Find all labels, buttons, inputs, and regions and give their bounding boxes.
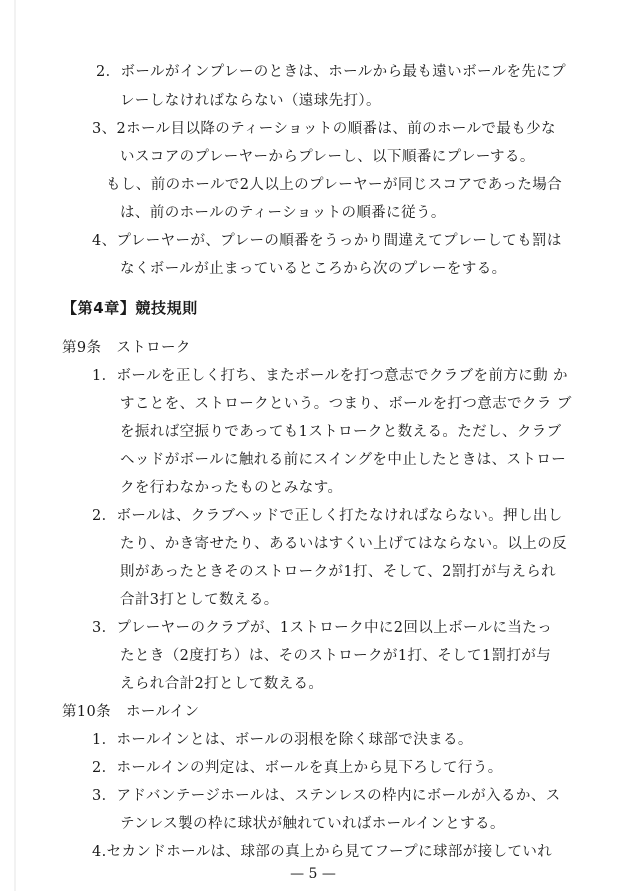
scan-edge	[14, 0, 16, 891]
rule-4-line-1: 4、プレーヤーが、プレーの順番をうっかり間違えてプレーしても罰は	[92, 233, 562, 249]
article-9-item-1-line-3: を振れば空振りであっても1ストロークと数える。ただし、クラブ	[120, 424, 562, 440]
article-10-item-2: 2．ホールインの判定は、ボールを真上から見下ろして行う。	[92, 760, 503, 776]
article-9-item-1-line-2: すことを、ストロークという。つまり、ボールを打つ意志でクラ ブ	[120, 396, 572, 412]
article-9-item-2-line-4: 合計3打として数える。	[120, 592, 279, 608]
article-10-item-3-line-1: 3．アドバンテージホールは、ステンレスの枠内にボールが入るか、ス	[92, 788, 561, 804]
chapter-heading: 【第4章】競技規則	[62, 299, 198, 317]
rule-2-line-1: 2．ボールがインプレーのときは、ホールから最も遠いボールを先にプ	[96, 64, 567, 80]
article-10-item-3-line-2: テンレス製の枠に球状が触れていればホールインとする。	[120, 816, 505, 832]
rule-3-note-line-2: は、前のホールのティーショットの順番に従う。	[120, 205, 446, 221]
rule-3-line-1: 3、2ホール目以降のティーショットの順番は、前のホールで最も少な	[92, 121, 556, 137]
rule-3-line-2: いスコアのプレーヤーからプレーし、以下順番にプレーする。	[120, 149, 535, 165]
article-10-item-4-line-1: 4.セカンドホールは、球部の真上から見てフープに球部が接していれ	[92, 844, 553, 860]
article-9-item-3-line-1: 3．プレーヤーのクラブが、1ストローク中に2回以上ボールに当たっ	[92, 620, 553, 636]
article-9-title: 第9条 ストローク	[62, 340, 191, 356]
article-9-item-2-line-2: たり、かき寄せたり、あるいはすくい上げてはならない。以上の反	[120, 536, 567, 552]
article-9-item-3-line-3: えられ合計2打として数える。	[120, 676, 324, 692]
article-9-item-2-line-3: 則があったときそのストロークが1打、そして、2罰打が与えられ	[120, 564, 557, 580]
article-10-item-1: 1．ホールインとは、ボールの羽根を除く球部で決まる。	[92, 732, 473, 748]
article-9-item-1-line-5: クを行わなかったものとみなす。	[120, 480, 343, 496]
rule-2-line-2: レーしなければならない（遠球先打）。	[120, 93, 381, 109]
rule-3-note-line-1: もし、前のホールで2人以上のプレーヤーが同じスコアであった場合	[106, 177, 563, 193]
article-9-item-2-line-1: 2．ボールは、クラブヘッドで正しく打たなければならない。押し出し	[92, 508, 563, 524]
page-number: — 5 —	[290, 866, 336, 882]
article-9-item-3-line-2: たとき（2度打ち）は、そのストロークが1打、そして1罰打が与	[120, 648, 552, 664]
rule-4-line-2: なくボールが止まっているところから次のプレーをする。	[120, 261, 507, 277]
article-10-title: 第10条 ホールイン	[62, 704, 200, 720]
article-9-item-1-line-4: ヘッドがボールに触れる前にスイングを中止したときは、ストロー	[120, 452, 567, 468]
article-9-item-1-line-1: 1．ボールを正しく打ち、またボールを打つ意志でクラブを前方に動 か	[92, 368, 568, 384]
